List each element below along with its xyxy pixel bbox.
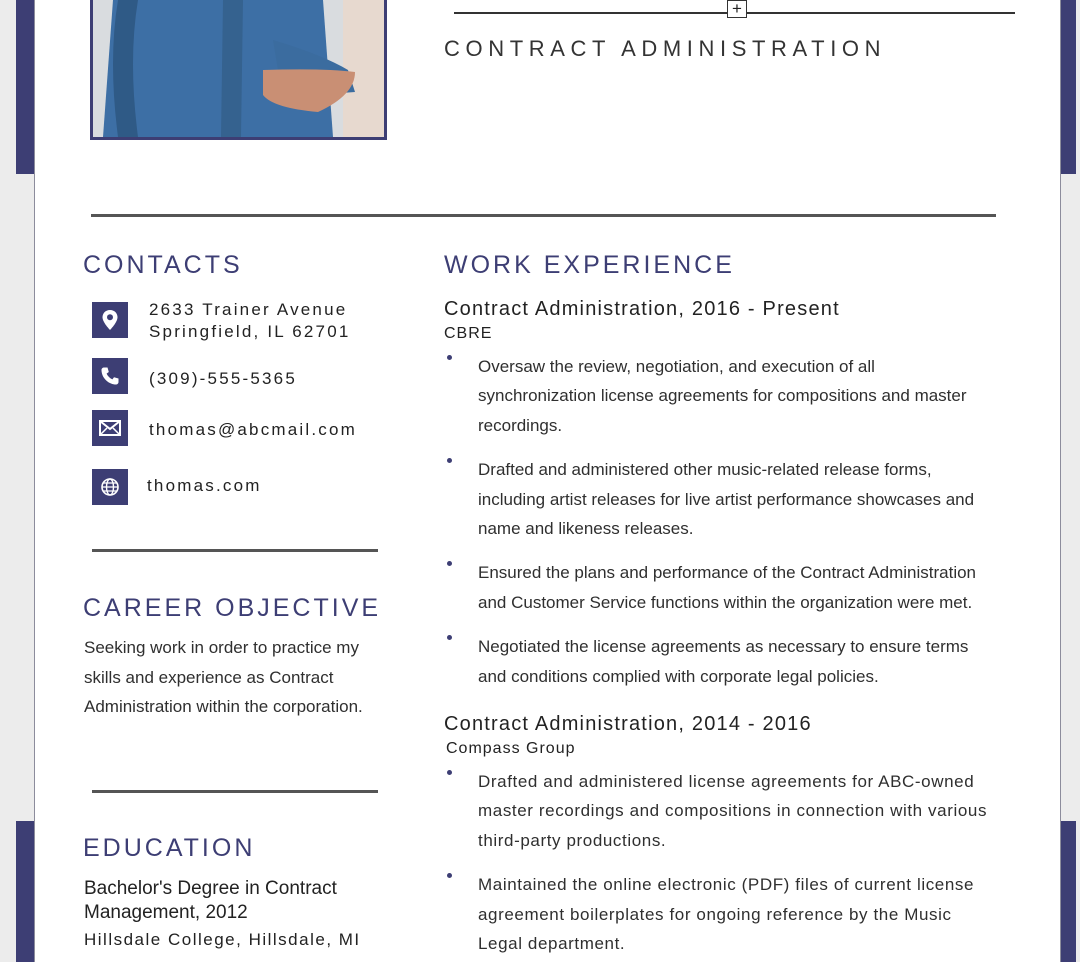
job-bullet: Maintained the online electronic (PDF) files of current license agreement boilerplates for ongoing reference by the Music Legal department. bbox=[443, 870, 988, 958]
expand-button[interactable]: + bbox=[727, 0, 747, 18]
objective-divider bbox=[92, 790, 378, 793]
website-link[interactable]: thomas.com bbox=[147, 476, 262, 495]
resume-page bbox=[34, 0, 1061, 962]
job-bullet: Ensured the plans and performance of the Contract Administration and Customer Service functions within the organization were met. bbox=[443, 558, 988, 617]
education-degree: Bachelor's Degree in Contract Management, 2012 bbox=[84, 878, 337, 923]
job-title: Contract Administration, 2016 - Present bbox=[444, 298, 840, 320]
address-line-1: 2633 Trainer Avenue bbox=[149, 300, 348, 319]
education-school: Hillsdale College, Hillsdale, MI bbox=[84, 930, 361, 949]
left-accent-band-top bbox=[16, 0, 35, 174]
phone-number[interactable]: (309)-555-5365 bbox=[149, 369, 297, 388]
map-pin-icon bbox=[101, 309, 119, 331]
website-icon-box bbox=[92, 469, 128, 505]
job-company: CBRE bbox=[444, 325, 493, 342]
job-bullet: Oversaw the review, negotiation, and execution of all synchronization license agreements for compositions and master recordings. bbox=[443, 352, 988, 440]
profile-photo-illustration bbox=[93, 0, 384, 137]
job-bullet: Drafted and administered other music-related release forms, including artist releases for live artist performance showcases and name and likeness releases. bbox=[443, 455, 988, 543]
contacts-divider bbox=[92, 549, 378, 552]
job-subtitle: CONTRACT ADMINISTRATION bbox=[444, 36, 887, 61]
job-company: Compass Group bbox=[446, 740, 576, 757]
job-bullet: Negotiated the license agreements as necessary to ensure terms and conditions complied with corporate legal policies. bbox=[443, 632, 988, 691]
career-objective-heading: CAREER OBJECTIVE bbox=[83, 594, 382, 622]
email-icon-box bbox=[92, 410, 128, 446]
phone-icon-box bbox=[92, 358, 128, 394]
job-title: Contract Administration, 2014 - 2016 bbox=[444, 713, 812, 735]
globe-icon bbox=[100, 477, 120, 497]
career-objective-text: Seeking work in order to practice my skills and experience as Contract Administration within the corporation. bbox=[84, 638, 363, 716]
work-experience-heading: WORK EXPERIENCE bbox=[444, 251, 735, 279]
education-heading: EDUCATION bbox=[83, 834, 256, 862]
envelope-icon bbox=[99, 420, 121, 436]
profile-photo bbox=[90, 0, 387, 140]
job-bullet-list bbox=[443, 352, 988, 706]
job-bullet-list bbox=[443, 767, 988, 962]
job-bullet: Drafted and administered license agreements for ABC-owned master recordings and compositions in connection with various third-party productions. bbox=[443, 767, 988, 855]
email-address[interactable]: thomas@abcmail.com bbox=[149, 420, 358, 439]
left-accent-band-bottom bbox=[16, 821, 35, 962]
contacts-heading: CONTACTS bbox=[83, 251, 243, 279]
main-divider bbox=[91, 214, 996, 217]
phone-icon bbox=[100, 366, 120, 386]
address-icon-box bbox=[92, 302, 128, 338]
address-line-2: Springfield, IL 62701 bbox=[149, 322, 351, 341]
